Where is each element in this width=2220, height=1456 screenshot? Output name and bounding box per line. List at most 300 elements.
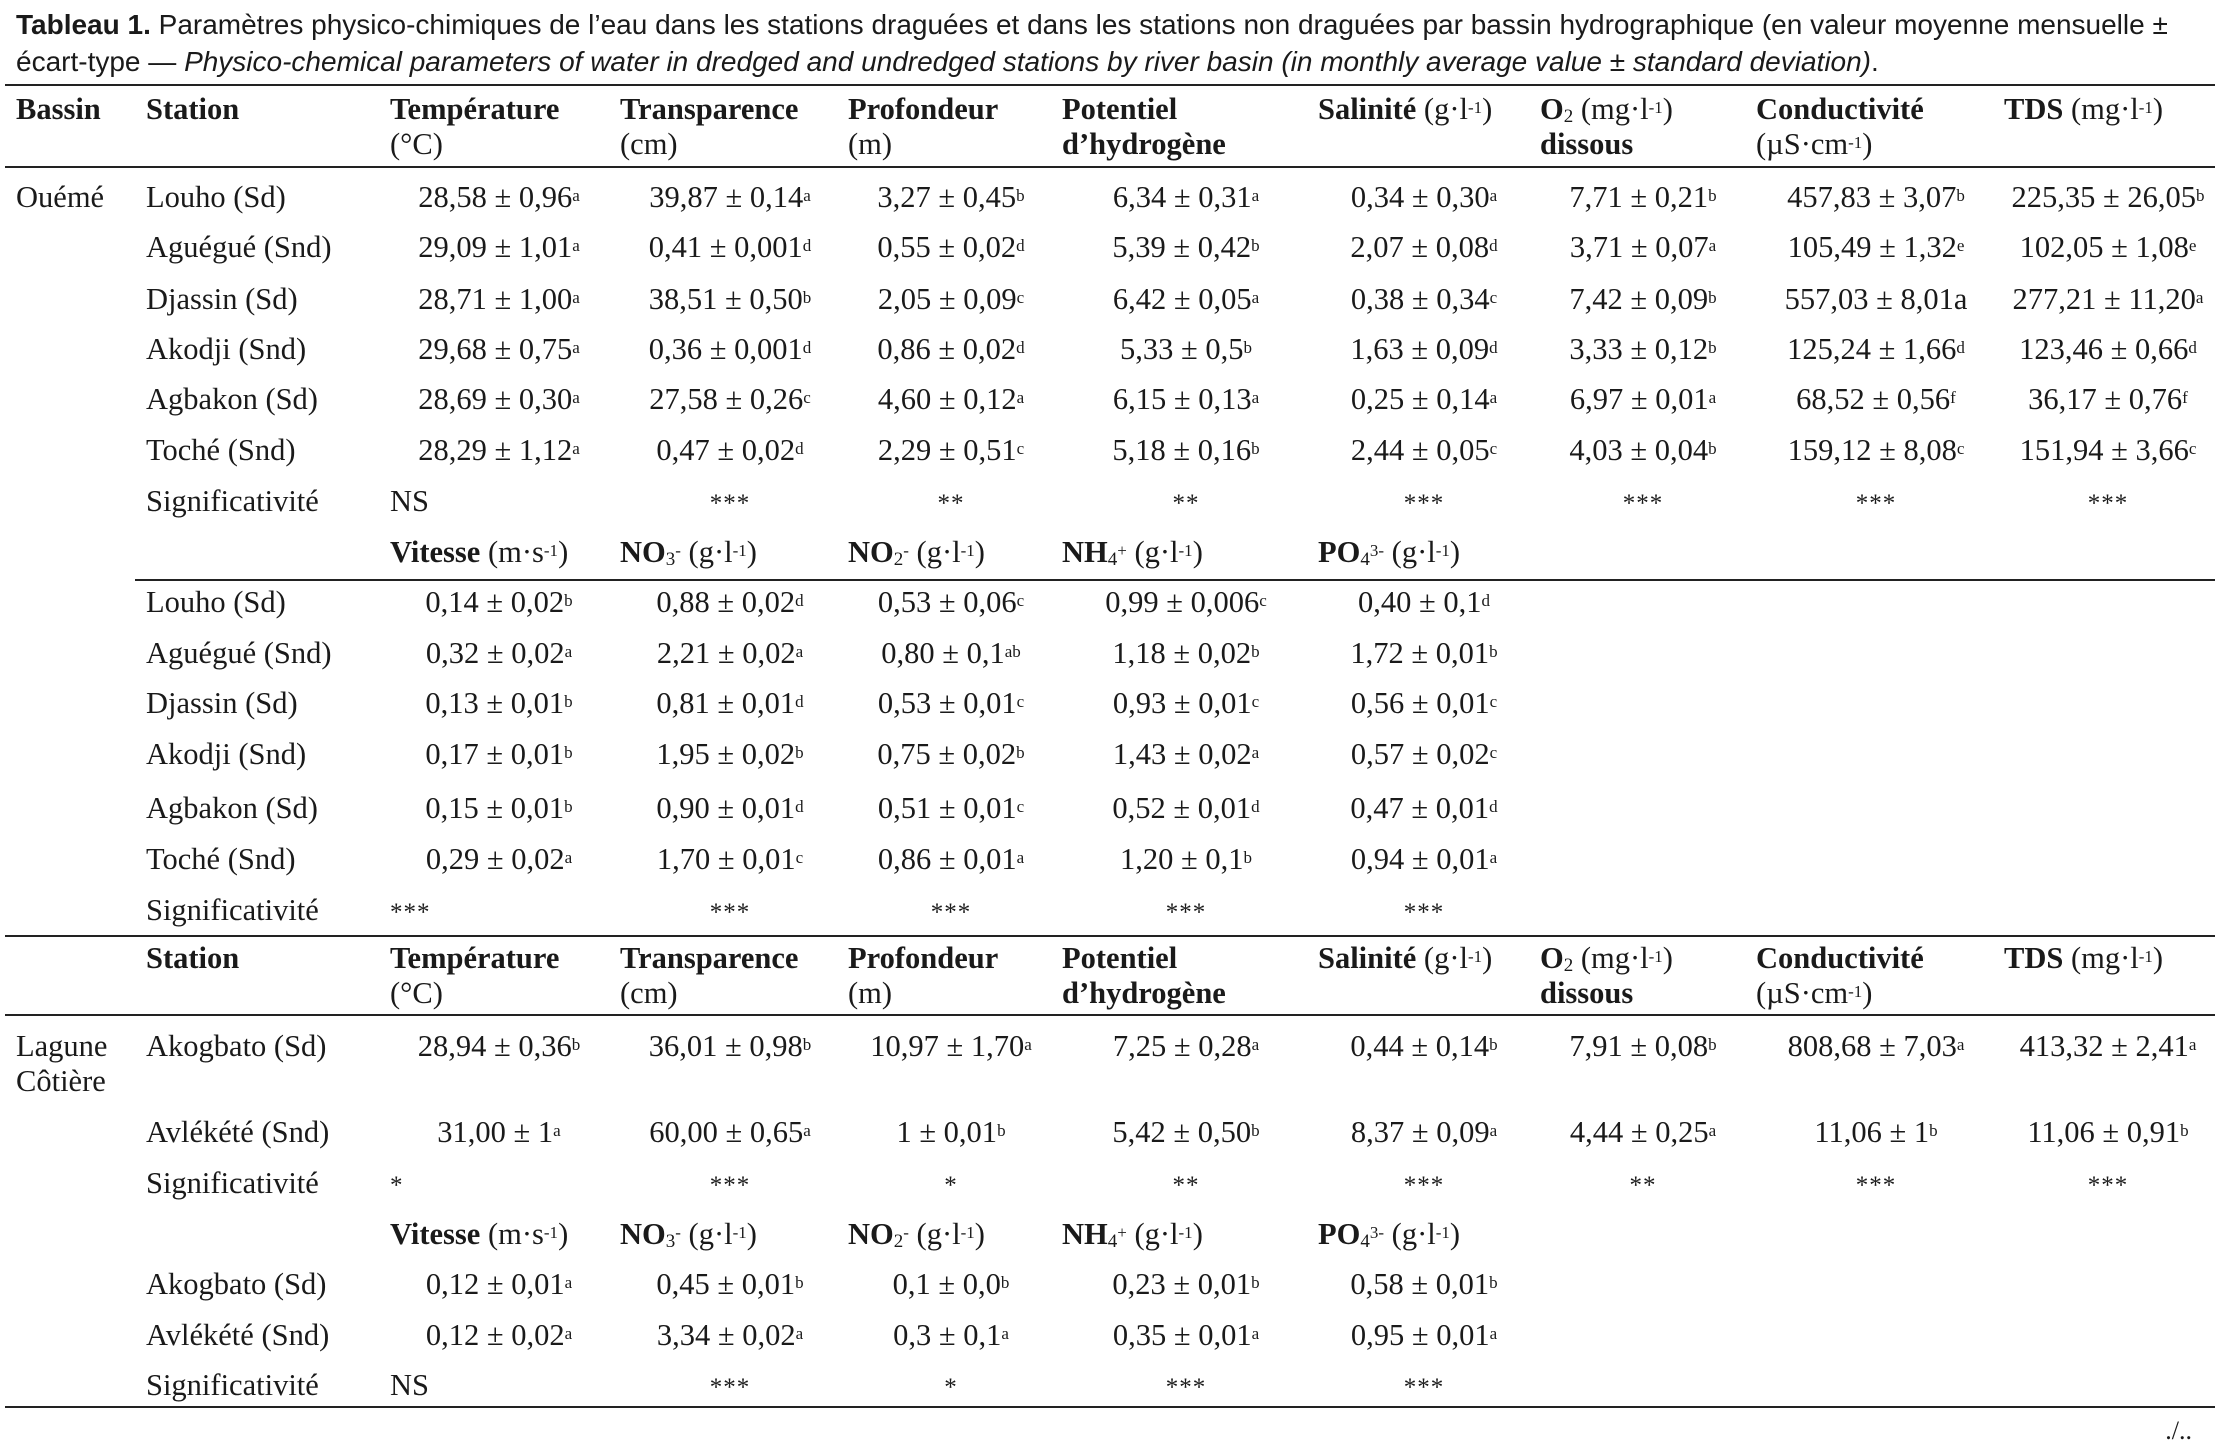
s1b2-cell-1-2 xyxy=(848,636,1054,671)
s1b1-cell-1-4-letter: d xyxy=(1489,236,1498,255)
s2b2-nh4-unit-b: ) xyxy=(1192,1217,1203,1251)
continuation-mark: ./.. xyxy=(2165,1416,2192,1445)
s1b2-cell-4-0-letter: b xyxy=(564,797,573,816)
s1b2-cell-4-1 xyxy=(620,791,840,826)
s1b2-cell-4-3 xyxy=(1062,791,1310,826)
s1b1-station-0: Louho (Sd) xyxy=(146,180,286,214)
s2b2-nh4-unit-a: (g·l xyxy=(1134,1217,1179,1251)
s2b2-cell-1-4-letter: a xyxy=(1489,1324,1498,1343)
s1-o2-unit-a: (mg·l xyxy=(1580,92,1649,126)
s1b2-cell-5-1 xyxy=(620,842,840,877)
s2b2-sig-0 xyxy=(390,1368,429,1403)
s2-ph-line1: Potentiel xyxy=(1062,941,1178,975)
caption-text-en: Physico-chemical parameters of water in dredged and undredged stations by river basin (in monthly average value ± standard deviation) xyxy=(184,46,1872,77)
s2b1-cell-0-3 xyxy=(1062,1029,1310,1064)
s2b1-sig-5-value: ** xyxy=(1629,1172,1657,1199)
s2b1-cell-0-6 xyxy=(1756,1029,1996,1064)
s1b2-cell-0-2 xyxy=(848,585,1054,620)
s1b1-cell-5-6-value: 159,12 ± 8,08 xyxy=(1787,433,1957,467)
s1b1-cell-3-0 xyxy=(390,332,608,367)
s1b1-station-4: Agbakon (Sd) xyxy=(146,382,318,416)
s1b1-sig-2-value: ** xyxy=(937,490,965,517)
s1b1-cell-4-6-value: 68,52 ± 0,56 xyxy=(1796,382,1951,416)
s1b2-cell-4-0-value: 0,15 ± 0,01 xyxy=(425,791,565,825)
s2b1-cell-1-4-letter: a xyxy=(1489,1121,1498,1140)
s1b1-cell-4-5-letter: a xyxy=(1708,388,1717,407)
s1b2-cell-5-4 xyxy=(1318,842,1530,877)
s1-ph-line1: Potentiel xyxy=(1062,92,1178,126)
s1-sal-unit-exp: -1 xyxy=(1467,98,1483,117)
s1b2-cell-2-0-letter: b xyxy=(564,692,573,711)
s1b1-cell-2-3 xyxy=(1062,282,1310,317)
s2b2-no3-symbol: NO xyxy=(620,1217,666,1251)
s1b2-cell-1-1 xyxy=(620,636,840,671)
s1b2-cell-5-4-letter: a xyxy=(1489,848,1498,867)
s1b1-cell-0-5-value: 7,71 ± 0,21 xyxy=(1569,180,1709,214)
s2b1-cell-0-2-value: 10,97 ± 1,70 xyxy=(870,1029,1025,1063)
s1b1-cell-5-1-value: 0,47 ± 0,02 xyxy=(656,433,796,467)
s1b1-cell-2-5 xyxy=(1540,282,1746,317)
s1b1-cell-5-1 xyxy=(620,433,840,468)
s1b1-station-1: Aguégué (Snd) xyxy=(146,230,332,264)
s1b2-cell-5-3-letter: b xyxy=(1243,848,1252,867)
s1b1-cell-4-1 xyxy=(620,382,840,417)
s1b2-cell-2-1 xyxy=(620,686,840,721)
s2b2-cell-1-1-value: 3,34 ± 0,02 xyxy=(656,1318,796,1352)
s1b2-no3-unit-a: (g·l xyxy=(688,535,733,569)
s2b1-cell-0-2-letter: a xyxy=(1024,1035,1032,1054)
s2b2-cell-0-0 xyxy=(390,1267,608,1302)
s1-station-label: Station xyxy=(146,92,240,126)
s1b2-cell-5-2-value: 0,86 ± 0,01 xyxy=(877,842,1017,876)
s1-o2-symbol: O xyxy=(1540,92,1564,126)
s1b1-cell-5-2-letter: c xyxy=(1016,439,1025,458)
s1b1-cell-3-5-letter: b xyxy=(1708,338,1717,357)
s1b2-cell-3-2-letter: b xyxy=(1016,743,1025,762)
s2b2-sig-3 xyxy=(1062,1368,1310,1405)
s2b1-sig-6-value: *** xyxy=(1855,1172,1897,1199)
s1-sal-label: Salinité xyxy=(1318,92,1417,126)
s1b2-cell-2-1-value: 0,81 ± 0,01 xyxy=(656,686,796,720)
s2b2-header-vit xyxy=(390,1217,568,1252)
s1b2-cell-4-4-letter: d xyxy=(1489,797,1498,816)
rule-bottom xyxy=(5,1406,2215,1408)
s1b1-cell-4-2-value: 4,60 ± 0,12 xyxy=(877,382,1017,416)
s2b1-cell-0-4 xyxy=(1318,1029,1530,1064)
s1b1-cell-5-3 xyxy=(1062,433,1310,468)
s2b1-sig-7-value: *** xyxy=(2087,1172,2129,1199)
s1b2-cell-5-1-letter: c xyxy=(795,848,804,867)
s1b2-vit-unit-exp: -1 xyxy=(543,541,559,560)
s1b1-cell-4-5 xyxy=(1540,382,1746,417)
s2b2-no3-charge: - xyxy=(675,1223,681,1242)
s2b2-cell-0-2-letter: b xyxy=(1000,1273,1010,1292)
s1b2-sig-2 xyxy=(848,893,1054,930)
s1b2-vit-unit-a: (m·s xyxy=(487,535,544,569)
s1b1-cell-5-0 xyxy=(390,433,608,468)
s1b2-nh4-unit-b: ) xyxy=(1192,535,1203,569)
s1b1-cell-5-4-value: 2,44 ± 0,05 xyxy=(1350,433,1490,467)
s1b2-cell-5-2-letter: a xyxy=(1016,848,1025,867)
s1-o2-line2: dissous xyxy=(1540,127,1634,161)
s1b1-cell-0-4 xyxy=(1318,180,1530,215)
s1b1-cell-4-1-value: 27,58 ± 0,26 xyxy=(649,382,804,416)
s1b1-cell-4-0 xyxy=(390,382,608,417)
s2b1-sig-0 xyxy=(390,1166,404,1203)
s1b1-sig-0-value: NS xyxy=(390,484,429,518)
s1b1-sig-2 xyxy=(848,484,1054,521)
s1b1-cell-4-4-value: 0,25 ± 0,14 xyxy=(1350,382,1490,416)
rule-section2 xyxy=(5,935,2215,937)
s1b2-po4-sub: 4 xyxy=(1360,549,1370,570)
s1b1-cell-2-1-letter: b xyxy=(802,288,812,307)
s1-o2-sub: 2 xyxy=(1563,106,1574,127)
s1-cond-unit-b: ) xyxy=(1862,127,1873,161)
s2b1-cell-1-1-value: 60,00 ± 0,65 xyxy=(649,1115,804,1149)
s1-o2-unit-b: ) xyxy=(1662,92,1673,126)
s1b1-cell-1-5-letter: a xyxy=(1708,236,1717,255)
s2b1-cell-0-7 xyxy=(2004,1029,2212,1064)
s1b1-cell-4-6-letter: f xyxy=(1950,388,1956,407)
s1b2-no2-sub: 2 xyxy=(893,549,904,570)
s2-prof-unit: (m) xyxy=(848,976,893,1010)
s1b2-cell-4-4 xyxy=(1318,791,1530,826)
s1b1-cell-3-6-letter: d xyxy=(1956,338,1965,357)
s2-tds-unit-b: ) xyxy=(2152,941,2164,975)
s1b2-cell-2-0-value: 0,13 ± 0,01 xyxy=(425,686,565,720)
s1b2-station-2: Djassin (Sd) xyxy=(146,686,298,720)
s1b1-cell-0-0-value: 28,58 ± 0,96 xyxy=(418,180,573,214)
s2b1-cell-1-7-value: 11,06 ± 0,91 xyxy=(2027,1115,2181,1149)
s1b1-cell-4-3-value: 6,15 ± 0,13 xyxy=(1112,382,1252,416)
s1b2-cell-3-2 xyxy=(848,737,1054,772)
s1b2-header-nh4 xyxy=(1062,535,1203,570)
s1b2-cell-3-1 xyxy=(620,737,840,772)
s2b2-header-no3 xyxy=(620,1217,757,1252)
s1b2-cell-5-0-value: 0,29 ± 0,02 xyxy=(425,842,565,876)
s2-o2-unit-b: ) xyxy=(1662,941,1673,975)
s2b1-cell-0-2 xyxy=(848,1029,1054,1064)
s2b2-station-1: Avlékété (Snd) xyxy=(146,1318,330,1352)
caption-end: . xyxy=(1871,46,1879,77)
s1b2-cell-1-4-value: 1,72 ± 0,01 xyxy=(1350,636,1490,670)
s1b1-cell-0-5 xyxy=(1540,180,1746,215)
s1b2-cell-5-3 xyxy=(1062,842,1310,877)
s2b2-po4-unit-a: (g·l xyxy=(1391,1217,1436,1251)
s1b2-po4-unit-exp: -1 xyxy=(1435,541,1450,560)
s1-header-ph xyxy=(1062,92,1226,162)
s1b1-cell-3-3 xyxy=(1062,332,1310,367)
s2b2-cell-1-1-letter: a xyxy=(795,1324,804,1343)
s1-header-prof xyxy=(848,92,998,162)
s2b1-cell-1-5-value: 4,44 ± 0,25 xyxy=(1569,1115,1709,1149)
s2b1-sig-3 xyxy=(1062,1166,1310,1203)
s1b2-no3-charge: - xyxy=(675,541,681,560)
s2b2-sig-2-value: * xyxy=(944,1374,958,1401)
s2b1-cell-0-4-value: 0,44 ± 0,14 xyxy=(1350,1029,1490,1063)
s1b2-cell-3-1-letter: b xyxy=(795,743,804,762)
s1b1-cell-5-4-letter: c xyxy=(1489,439,1498,458)
s1b1-cell-1-0 xyxy=(390,230,608,265)
s1-header-o2 xyxy=(1540,92,1673,162)
s2b1-cell-0-6-letter: a xyxy=(1956,1035,1965,1054)
rule-top xyxy=(5,84,2215,86)
s1b2-cell-4-0 xyxy=(390,791,608,826)
s2-header-o2 xyxy=(1540,941,1673,1011)
s1-station-header xyxy=(146,92,239,127)
s1b1-cell-1-1-letter: d xyxy=(802,236,812,255)
s2-ph-line2: d’hydrogène xyxy=(1062,976,1226,1010)
s1b2-sig-3-value: *** xyxy=(1165,899,1207,926)
s2b1-cell-0-0 xyxy=(390,1029,608,1064)
s1b2-header-po4 xyxy=(1318,535,1460,570)
s2b2-header-po4 xyxy=(1318,1217,1460,1252)
s2b2-cell-0-4-value: 0,58 ± 0,01 xyxy=(1350,1267,1490,1301)
s1b1-cell-5-3-letter: b xyxy=(1251,439,1260,458)
s1b1-sig-4 xyxy=(1318,484,1530,521)
s2-o2-symbol: O xyxy=(1540,941,1564,975)
s1b1-cell-0-3-letter: a xyxy=(1251,186,1260,205)
s1b2-sig-label: Significativité xyxy=(146,893,319,927)
s2b1-cell-1-5 xyxy=(1540,1115,1746,1150)
s1b2-cell-1-4-letter: b xyxy=(1489,642,1498,661)
s1b2-cell-2-4-value: 0,56 ± 0,01 xyxy=(1350,686,1490,720)
s2-transp-unit: (cm) xyxy=(620,976,678,1010)
s2b2-cell-1-3-letter: a xyxy=(1251,1324,1260,1343)
s1b1-cell-4-1-letter: c xyxy=(803,388,811,407)
s1b1-cell-2-7 xyxy=(2004,282,2212,317)
s1b1-cell-0-4-value: 0,34 ± 0,30 xyxy=(1350,180,1490,214)
s2b2-sig-2 xyxy=(848,1368,1054,1405)
s2b2-station-0: Akogbato (Sd) xyxy=(146,1267,327,1301)
s1b1-sig-7-value: *** xyxy=(2087,490,2129,517)
s1b1-cell-5-5-letter: b xyxy=(1708,439,1717,458)
s1-prof-unit: (m) xyxy=(848,127,893,161)
s2b2-nh4-unit-exp: -1 xyxy=(1178,1223,1193,1242)
s2b2-cell-1-2-value: 0,3 ± 0,1 xyxy=(893,1318,1002,1352)
s1b1-cell-2-2-value: 2,05 ± 0,09 xyxy=(877,282,1017,316)
basin-lagune-cotiere xyxy=(16,1029,107,1099)
s1b1-cell-1-2-value: 0,55 ± 0,02 xyxy=(877,230,1017,264)
s1b2-nh4-unit-exp: -1 xyxy=(1178,541,1193,560)
s1b2-no2-charge: - xyxy=(903,541,909,560)
s1b1-cell-2-1-value: 38,51 ± 0,50 xyxy=(648,282,803,316)
s1b1-cell-5-7 xyxy=(2004,433,2212,468)
s1b1-cell-4-3 xyxy=(1062,382,1310,417)
s2-prof-label: Profondeur xyxy=(848,941,999,975)
s1b2-no3-symbol: NO xyxy=(620,535,666,569)
s1b2-cell-2-2-letter: c xyxy=(1016,692,1025,711)
basin-oueme: Ouémé xyxy=(16,180,105,214)
s1b1-cell-1-2-letter: d xyxy=(1016,236,1025,255)
s1b2-sig-1 xyxy=(620,893,840,930)
s1b1-cell-3-4-letter: d xyxy=(1489,338,1498,357)
s2b2-no2-unit-exp: -1 xyxy=(960,1223,975,1242)
s2-o2-unit-exp: -1 xyxy=(1648,947,1663,966)
s1b2-cell-2-1-letter: d xyxy=(795,692,804,711)
s2b2-no2-unit-b: ) xyxy=(974,1217,985,1251)
s2b1-sig-2 xyxy=(848,1166,1054,1203)
s1b1-cell-4-7-letter: f xyxy=(2182,388,2188,407)
s1b1-cell-1-7-value: 102,05 ± 1,08 xyxy=(2019,230,2189,264)
s2b2-cell-0-3 xyxy=(1062,1267,1310,1302)
s1b2-station-0: Louho (Sd) xyxy=(146,585,286,619)
s1b1-cell-1-1-value: 0,41 ± 0,001 xyxy=(648,230,803,264)
s2b1-cell-0-6-value: 808,68 ± 7,03 xyxy=(1787,1029,1957,1063)
s2b1-cell-1-6-value: 11,06 ± 1 xyxy=(1814,1115,1930,1149)
s2b1-cell-1-0-letter: a xyxy=(553,1121,561,1140)
s1b2-cell-3-1-value: 1,95 ± 0,02 xyxy=(656,737,796,771)
s1b1-cell-5-5-value: 4,03 ± 0,04 xyxy=(1569,433,1709,467)
s1b1-cell-0-1-letter: a xyxy=(803,186,811,205)
s2b1-cell-1-3-letter: b xyxy=(1251,1121,1260,1140)
s1b2-cell-5-3-value: 1,20 ± 0,1 xyxy=(1120,842,1244,876)
s1b2-cell-4-3-value: 0,52 ± 0,01 xyxy=(1112,791,1252,825)
s1-bassin-label: Bassin xyxy=(16,92,101,126)
s2b1-cell-1-2-letter: b xyxy=(997,1121,1006,1140)
s1b2-nh4-symbol: NH xyxy=(1062,535,1108,569)
s2b1-sig-1 xyxy=(620,1166,840,1203)
s1b1-cell-3-4 xyxy=(1318,332,1530,367)
s1b1-sig-5 xyxy=(1540,484,1746,521)
s1b1-cell-2-0 xyxy=(390,282,608,317)
s1b2-cell-1-2-letter: ab xyxy=(1004,642,1021,661)
s1-cond-label: Conductivité xyxy=(1756,92,1924,126)
s1b2-cell-3-0-letter: b xyxy=(564,743,573,762)
s1b2-cell-4-1-letter: d xyxy=(795,797,804,816)
s1b2-sig-0-value: *** xyxy=(390,899,431,926)
s2b2-po4-charge: 3- xyxy=(1369,1223,1385,1242)
s1b1-cell-4-3-letter: a xyxy=(1251,388,1260,407)
s2b2-cell-1-4-value: 0,95 ± 0,01 xyxy=(1350,1318,1490,1352)
s1b2-cell-4-4-value: 0,47 ± 0,01 xyxy=(1350,791,1490,825)
s1b1-cell-3-6-value: 125,24 ± 1,66 xyxy=(1787,332,1957,366)
s1b1-sig-6 xyxy=(1756,484,1996,521)
s2-header-transp xyxy=(620,941,798,1011)
s1b2-cell-3-4-letter: c xyxy=(1489,743,1498,762)
s1b1-cell-1-7 xyxy=(2004,230,2212,265)
s1b1-cell-4-0-letter: a xyxy=(572,388,580,407)
s1b2-cell-5-1-value: 1,70 ± 0,01 xyxy=(656,842,796,876)
s1-tds-unit-a: (mg·l xyxy=(2070,92,2139,126)
s2-header-tds xyxy=(2004,941,2163,976)
s2-header-ph xyxy=(1062,941,1226,1011)
s2b2-cell-0-1-letter: b xyxy=(795,1273,804,1292)
s1b1-cell-3-0-value: 29,68 ± 0,75 xyxy=(418,332,573,366)
s1-tds-unit-exp: -1 xyxy=(2138,98,2153,117)
s2-sal-unit-exp: -1 xyxy=(1467,947,1483,966)
s1b2-cell-4-3-letter: d xyxy=(1251,797,1260,816)
s1b1-cell-2-2-letter: c xyxy=(1016,288,1025,307)
s2b1-cell-0-3-letter: a xyxy=(1251,1035,1260,1054)
s1-sal-unit-b: ) xyxy=(1482,92,1493,126)
s2b2-vit-unit-exp: -1 xyxy=(543,1223,559,1242)
s2b2-po4-unit-b: ) xyxy=(1449,1217,1461,1251)
s2b2-header-no2 xyxy=(848,1217,985,1252)
s2b2-nh4-sub: 4 xyxy=(1107,1231,1118,1252)
s1b1-cell-5-3-value: 5,18 ± 0,16 xyxy=(1112,433,1252,467)
s2b1-cell-1-6 xyxy=(1756,1115,1996,1150)
s2b1-cell-1-4 xyxy=(1318,1115,1530,1150)
s1-ph-line2: d’hydrogène xyxy=(1062,127,1226,161)
s2b2-cell-1-3 xyxy=(1062,1318,1310,1353)
s2b1-cell-1-3 xyxy=(1062,1115,1310,1150)
s2-cond-unit-b: ) xyxy=(1862,976,1873,1010)
s2b2-vit-label: Vitesse xyxy=(390,1217,481,1251)
s2b1-cell-0-7-letter: a xyxy=(2188,1035,2197,1054)
s1b1-cell-4-2-letter: a xyxy=(1016,388,1025,407)
s2b2-sig-1 xyxy=(620,1368,840,1405)
basin-lagune-line1: Lagune xyxy=(16,1029,108,1063)
s1b1-cell-3-7-letter: d xyxy=(2188,338,2197,357)
s1-header-cond xyxy=(1756,92,1924,162)
s2b2-cell-0-3-value: 0,23 ± 0,01 xyxy=(1112,1267,1252,1301)
s1b2-cell-1-2-value: 0,80 ± 0,1 xyxy=(881,636,1005,670)
s2b1-cell-0-4-letter: b xyxy=(1489,1035,1498,1054)
s2b1-cell-1-5-letter: a xyxy=(1708,1121,1717,1140)
s1b1-cell-5-7-letter: c xyxy=(2188,439,2197,458)
s2b2-cell-0-0-letter: a xyxy=(564,1273,573,1292)
s1b2-header-vit xyxy=(390,535,568,570)
s1-o2-unit-exp: -1 xyxy=(1648,98,1663,117)
s1b1-cell-2-3-letter: a xyxy=(1251,288,1260,307)
s2b2-cell-0-2 xyxy=(848,1267,1054,1302)
s2-temp-unit: (°C) xyxy=(390,976,443,1010)
s1-tds-unit-b: ) xyxy=(2152,92,2164,126)
s1-bassin-header xyxy=(16,92,101,127)
s1b2-cell-4-2-value: 0,51 ± 0,01 xyxy=(877,791,1017,825)
s1-temp-label: Température xyxy=(390,92,560,126)
s1b2-cell-3-2-value: 0,75 ± 0,02 xyxy=(877,737,1017,771)
rule-header2 xyxy=(5,1014,2215,1016)
s2b1-cell-1-3-value: 5,42 ± 0,50 xyxy=(1112,1115,1252,1149)
s1b2-nh4-unit-a: (g·l xyxy=(1134,535,1179,569)
s1b2-cell-5-0 xyxy=(390,842,608,877)
s2-o2-unit-a: (mg·l xyxy=(1580,941,1649,975)
s1b1-cell-0-1 xyxy=(620,180,840,215)
s1b1-cell-1-2 xyxy=(848,230,1054,265)
s1-sal-unit-a: (g·l xyxy=(1423,92,1468,126)
s1b1-cell-2-4 xyxy=(1318,282,1530,317)
s2-station-header xyxy=(146,941,239,976)
s2b2-no3-sub: 3 xyxy=(665,1231,676,1252)
s2-o2-sub: 2 xyxy=(1563,955,1574,976)
s1b2-cell-4-2 xyxy=(848,791,1054,826)
s1b2-cell-0-1-letter: d xyxy=(795,591,804,610)
s1b1-cell-3-4-value: 1,63 ± 0,09 xyxy=(1350,332,1490,366)
s1b2-cell-2-2-value: 0,53 ± 0,01 xyxy=(877,686,1017,720)
s1b2-cell-1-0-value: 0,32 ± 0,02 xyxy=(425,636,565,670)
s1b1-cell-1-3-letter: b xyxy=(1251,236,1260,255)
s1b2-cell-0-0-value: 0,14 ± 0,02 xyxy=(425,585,565,619)
s2b1-cell-1-1-letter: a xyxy=(803,1121,811,1140)
s1b1-cell-3-1-value: 0,36 ± 0,001 xyxy=(648,332,803,366)
s2b1-cell-0-0-letter: b xyxy=(571,1035,581,1054)
s1b1-cell-4-5-value: 6,97 ± 0,01 xyxy=(1569,382,1709,416)
s2b2-cell-0-1-value: 0,45 ± 0,01 xyxy=(656,1267,796,1301)
s1b1-cell-2-5-value: 7,42 ± 0,09 xyxy=(1569,282,1709,316)
s2b1-sig-4-value: *** xyxy=(1403,1172,1445,1199)
s1b1-cell-2-2 xyxy=(848,282,1054,317)
s1b2-po4-unit-a: (g·l xyxy=(1391,535,1436,569)
s1b2-cell-1-3-letter: b xyxy=(1251,642,1260,661)
s2-transp-label: Transparence xyxy=(620,941,799,975)
s1b1-cell-1-4-value: 2,07 ± 0,08 xyxy=(1350,230,1490,264)
s1b2-no3-sub: 3 xyxy=(665,549,676,570)
s1b1-sig-3 xyxy=(1062,484,1310,521)
s1b1-cell-0-6-value: 457,83 ± 3,07 xyxy=(1787,180,1957,214)
s1b1-cell-1-3 xyxy=(1062,230,1310,265)
